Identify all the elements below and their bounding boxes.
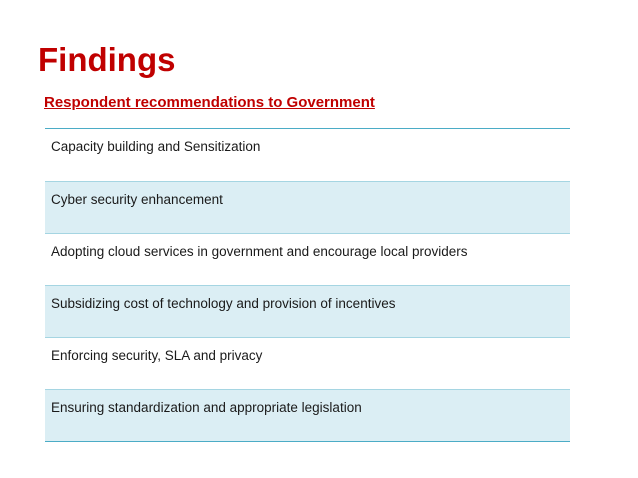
recommendations-table bbox=[45, 128, 570, 442]
table-row: Ensuring standardization and appropriate legislation bbox=[45, 389, 570, 441]
table-row: Adopting cloud services in government and encourage local providers bbox=[45, 233, 570, 285]
table-row: Subsidizing cost of technology and provision of incentives bbox=[45, 285, 570, 337]
slide-subtitle: Respondent recommendations to Government bbox=[44, 94, 375, 111]
table-row: Enforcing security, SLA and privacy bbox=[45, 337, 570, 389]
slide-title: Findings bbox=[38, 41, 176, 78]
table-row: Cyber security enhancement bbox=[45, 181, 570, 233]
table-row: Capacity building and Sensitization bbox=[51, 139, 261, 154]
